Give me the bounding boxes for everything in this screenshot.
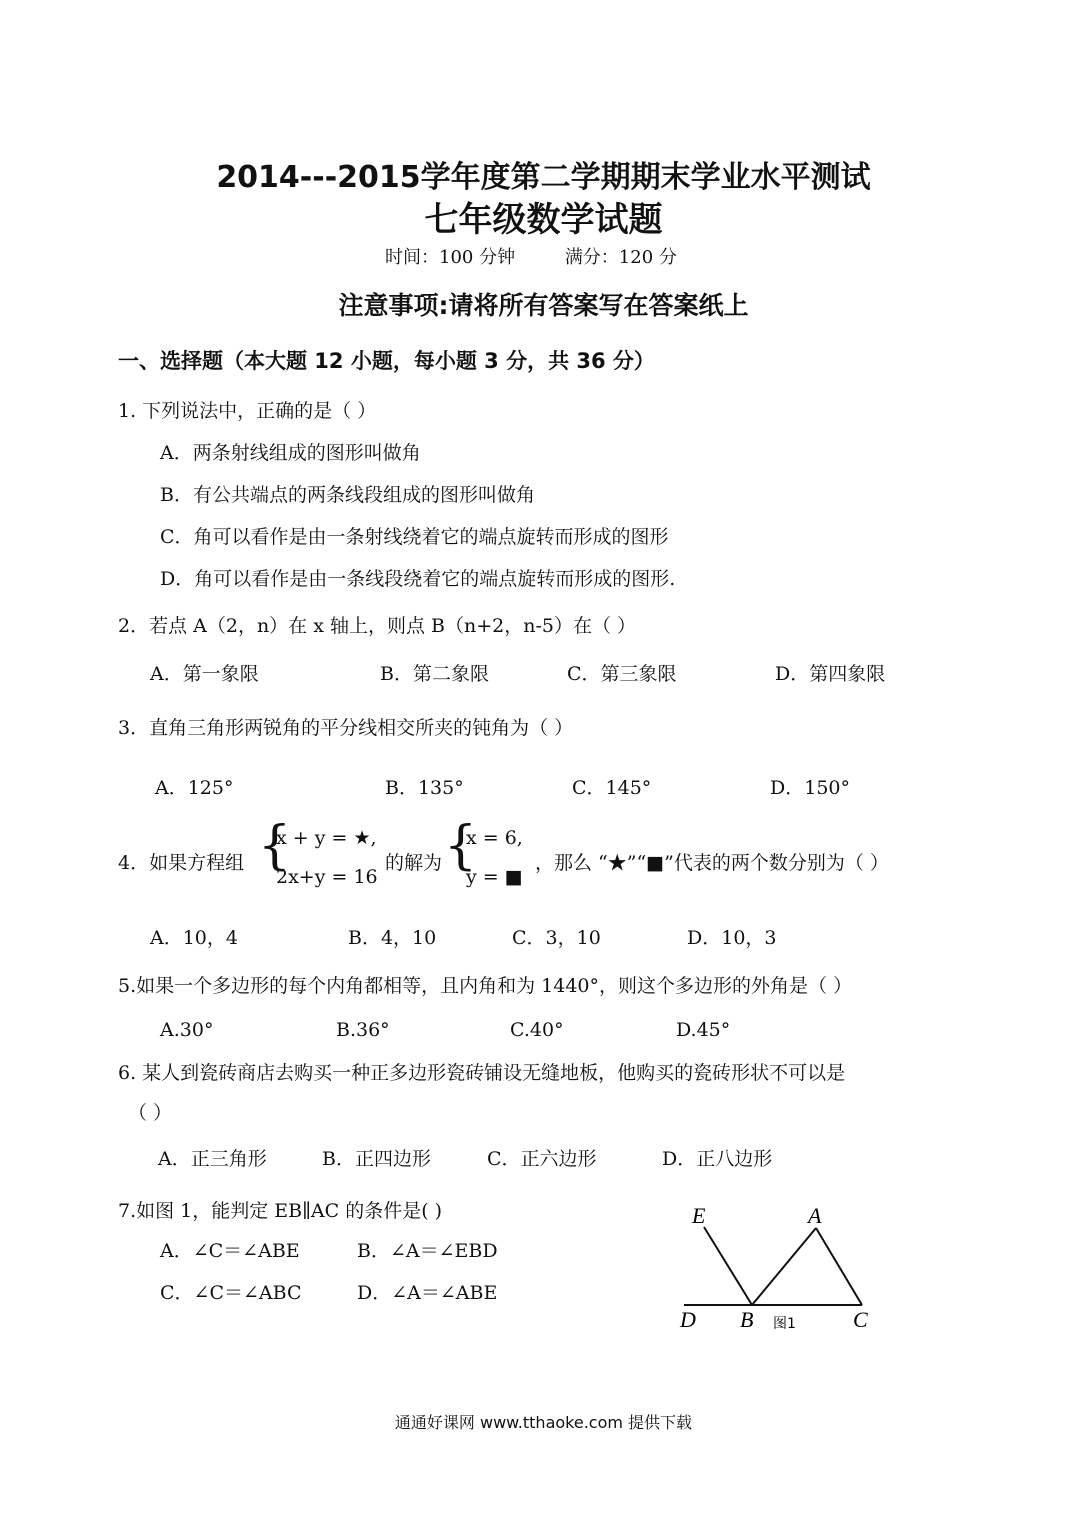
exam-meta — [385, 243, 677, 269]
q3-option-d: D．150° — [770, 777, 850, 799]
q6-option-d: D．正八边形 — [662, 1148, 773, 1170]
q2-option-a: A．第一象限 — [150, 663, 259, 685]
q6-option-a: A．正三角形 — [158, 1148, 267, 1170]
system2-eq2: y = ■ — [466, 866, 523, 888]
q7-option-c: C．∠C＝∠ABC — [160, 1282, 302, 1304]
q5-option-d: D.45° — [676, 1019, 731, 1041]
q4-option-c: C．3，10 — [512, 927, 601, 949]
page-footer: 通通好课网 www.tthaoke.com 提供下载 — [394, 1413, 693, 1432]
question-6-stem-cont: （ ） — [128, 1102, 173, 1124]
system2-brace: { — [444, 816, 478, 876]
exam-score: 满分：120 分 — [564, 247, 677, 268]
q4-option-a: A．10，4 — [150, 927, 238, 949]
question-4-mid: 的解为 — [385, 852, 443, 874]
segment-eb — [704, 1227, 752, 1305]
q4-option-b: B．4，10 — [348, 927, 437, 949]
q7-option-d: D．∠A＝∠ABE — [357, 1282, 498, 1304]
question-2-stem: 2．若点 A（2，n）在 x 轴上，则点 B（n+2，n-5）在（ ） — [118, 615, 637, 637]
question-5-stem: 5.如果一个多边形的每个内角都相等，且内角和为 1440°，则这个多边形的外角是（ ） — [118, 975, 853, 997]
system1-eq2: 2x+y = 16 — [276, 866, 378, 888]
question-7-stem: 7.如图 1，能判定 EB∥AC 的条件是( ) — [118, 1200, 443, 1222]
q5-option-b: B.36° — [336, 1019, 390, 1041]
q3-option-a: A．125° — [155, 777, 234, 799]
q7-option-b: B．∠A＝∠EBD — [357, 1240, 498, 1262]
question-6-stem: 6. 某人到瓷砖商店去购买一种正多边形瓷砖铺设无缝地板，他购买的瓷砖形状不可以是 — [118, 1062, 846, 1084]
q6-option-c: C．正六边形 — [487, 1148, 597, 1170]
segment-ba — [752, 1228, 816, 1305]
exam-title: 2014---2015学年度第二学期期末学业水平测试 — [216, 160, 871, 195]
label-d: D — [680, 1307, 696, 1332]
q3-option-c: C．145° — [572, 777, 652, 799]
figure-caption: 图1 — [773, 1316, 796, 1332]
q1-option-c: C．角可以看作是由一条射线绕着它的端点旋转而形成的图形 — [160, 526, 669, 548]
segment-ac — [816, 1228, 862, 1305]
system1-eq1: x + y = ★, — [276, 827, 377, 849]
question-4-suffix: ，那么 “★”“■”代表的两个数分别为（ ） — [535, 852, 889, 874]
q3-option-b: B．135° — [385, 777, 464, 799]
exam-time: 时间：100 分钟 — [385, 247, 516, 268]
question-3-stem: 3．直角三角形两锐角的平分线相交所夹的钝角为（ ） — [118, 717, 574, 739]
q4-option-d: D．10，3 — [687, 927, 777, 949]
q2-option-d: D．第四象限 — [775, 663, 886, 685]
figure-1 — [670, 1195, 900, 1345]
label-c: C — [853, 1307, 868, 1332]
q5-option-a: A.30° — [160, 1019, 214, 1041]
system2-eq1: x = 6, — [466, 827, 523, 849]
label-e: E — [692, 1203, 706, 1228]
q2-option-b: B．第二象限 — [380, 663, 489, 685]
label-b: B — [740, 1307, 754, 1332]
section-heading: 一、选择题（本大题 12 小题，每小题 3 分，共 36 分） — [118, 349, 655, 373]
q5-option-c: C.40° — [510, 1019, 564, 1041]
q2-option-c: C．第三象限 — [567, 663, 677, 685]
exam-subtitle: 七年级数学试题 — [424, 200, 663, 240]
question-1-stem: 1. 下列说法中，正确的是（ ） — [118, 400, 377, 422]
q6-option-b: B．正四边形 — [322, 1148, 431, 1170]
exam-notice: 注意事项:请将所有答案写在答案纸上 — [338, 291, 749, 320]
system1-brace: { — [258, 816, 292, 876]
q1-option-d: D．角可以看作是由一条线段绕着它的端点旋转而形成的图形. — [160, 568, 676, 590]
q1-option-b: B．有公共端点的两条线段组成的图形叫做角 — [160, 484, 535, 506]
question-4-prefix: 4．如果方程组 — [118, 852, 245, 874]
q1-option-a: A．两条射线组成的图形叫做角 — [160, 442, 421, 464]
label-a: A — [808, 1203, 822, 1228]
q7-option-a: A．∠C＝∠ABE — [160, 1240, 300, 1262]
